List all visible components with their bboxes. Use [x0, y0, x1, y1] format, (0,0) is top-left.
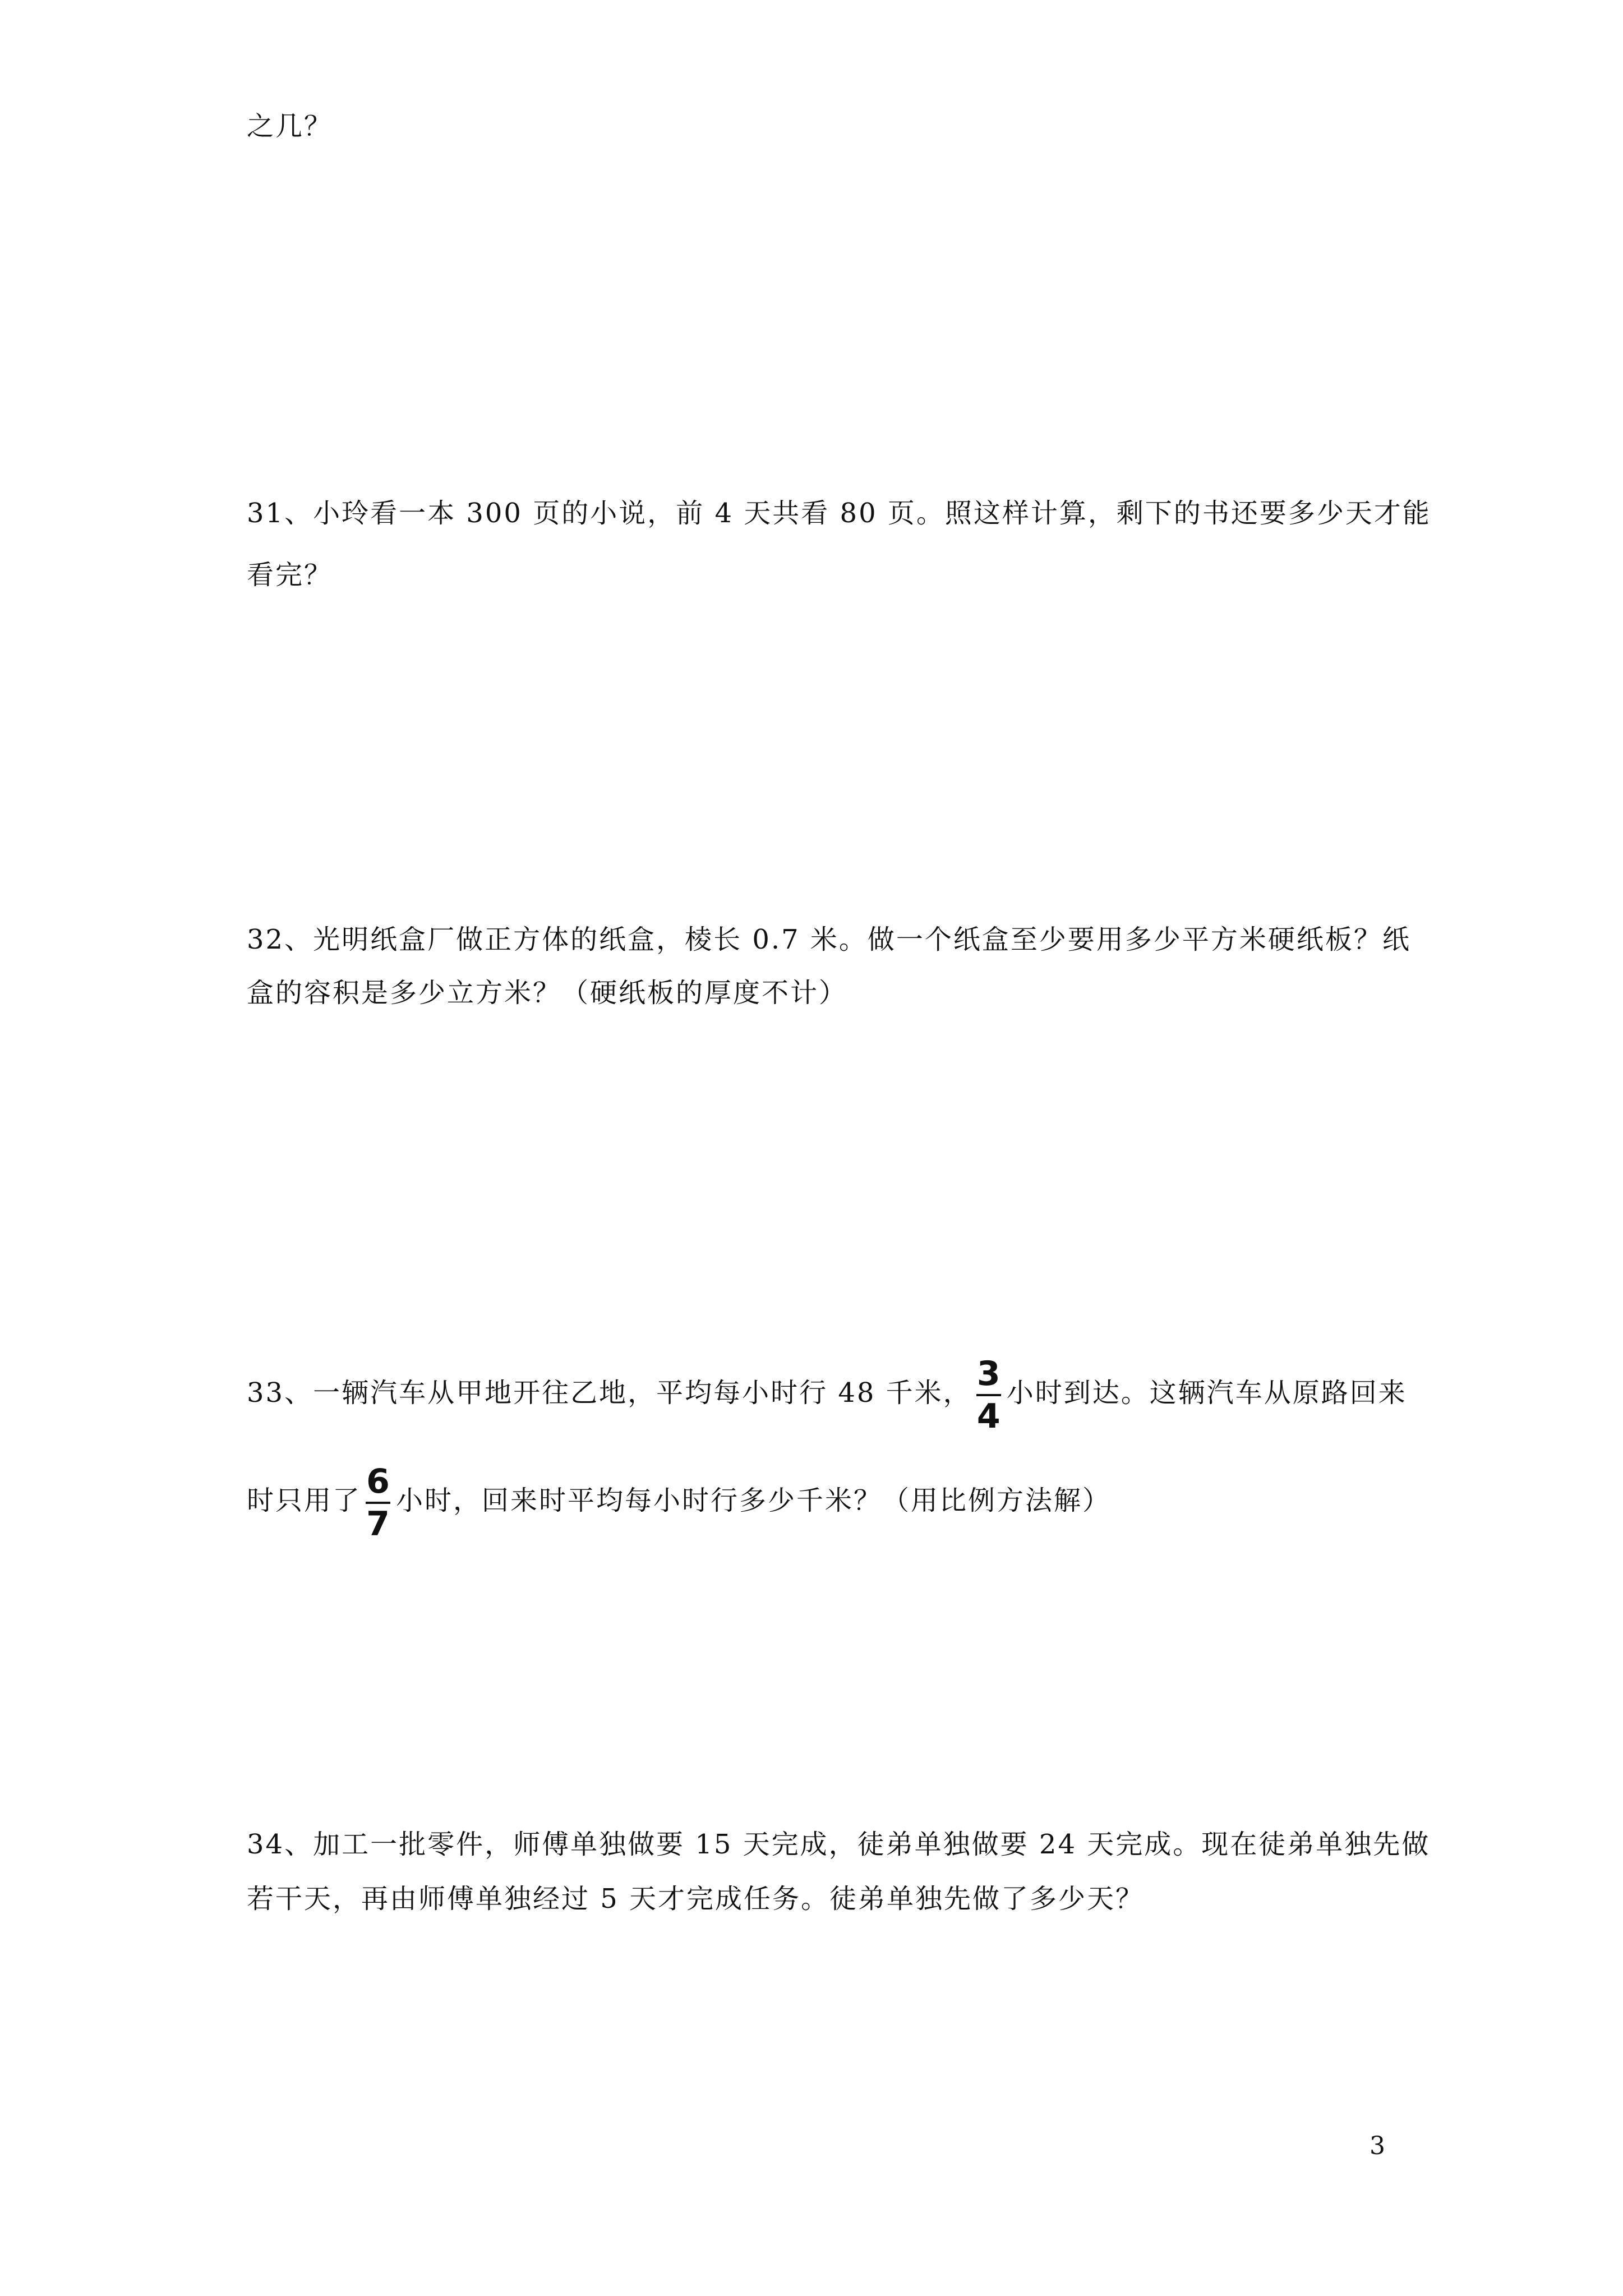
question-34-line-1: 34、加工一批零件，师傅单独做要 15 天完成，徒弟单独做要 24 天完成。现在徒弟单独先做 [247, 1829, 1431, 1860]
question-33-text-b: 小时到达。这辆汽车从原路回来 [1006, 1377, 1407, 1409]
question-33-text-a: 33、一辆汽车从甲地开往乙地，平均每小时行 48 千米， [247, 1377, 972, 1409]
fraction-numerator: 6 [366, 1461, 390, 1501]
question-30-continuation: 之几？ [247, 111, 333, 142]
fraction-three-quarters [976, 1354, 1001, 1437]
question-32-line-2: 盒的容积是多少立方米？（硬纸板的厚度不计） [247, 977, 848, 1009]
fraction-six-sevenths [366, 1461, 390, 1544]
page-number: 3 [1370, 2132, 1385, 2160]
fraction-numerator: 3 [976, 1354, 1000, 1393]
question-33-text-d: 小时，回来时平均每小时行多少千米？（用比例方法解） [396, 1485, 1112, 1516]
question-33-text-c: 时只用了 [247, 1485, 362, 1516]
question-33-line-1 [247, 1351, 1407, 1437]
question-31-line-1: 31、小玲看一本 300 页的小说，前 4 天共看 80 页。照这样计算，剩下的书还要多少天才能 [247, 498, 1431, 529]
question-33-line-2 [247, 1458, 1391, 1544]
question-34-line-2: 若干天，再由师傅单独经过 5 天才完成任务。徒弟单独先做了多少天？ [247, 1883, 1145, 1915]
fraction-denominator: 7 [366, 1504, 390, 1544]
fraction-denominator: 4 [976, 1396, 1000, 1436]
question-31-line-2: 看完？ [247, 559, 333, 591]
question-32-line-1: 32、光明纸盒厂做正方体的纸盒，棱长 0.7 米。做一个纸盒至少要用多少平方米硬纸板？纸 [247, 924, 1411, 955]
